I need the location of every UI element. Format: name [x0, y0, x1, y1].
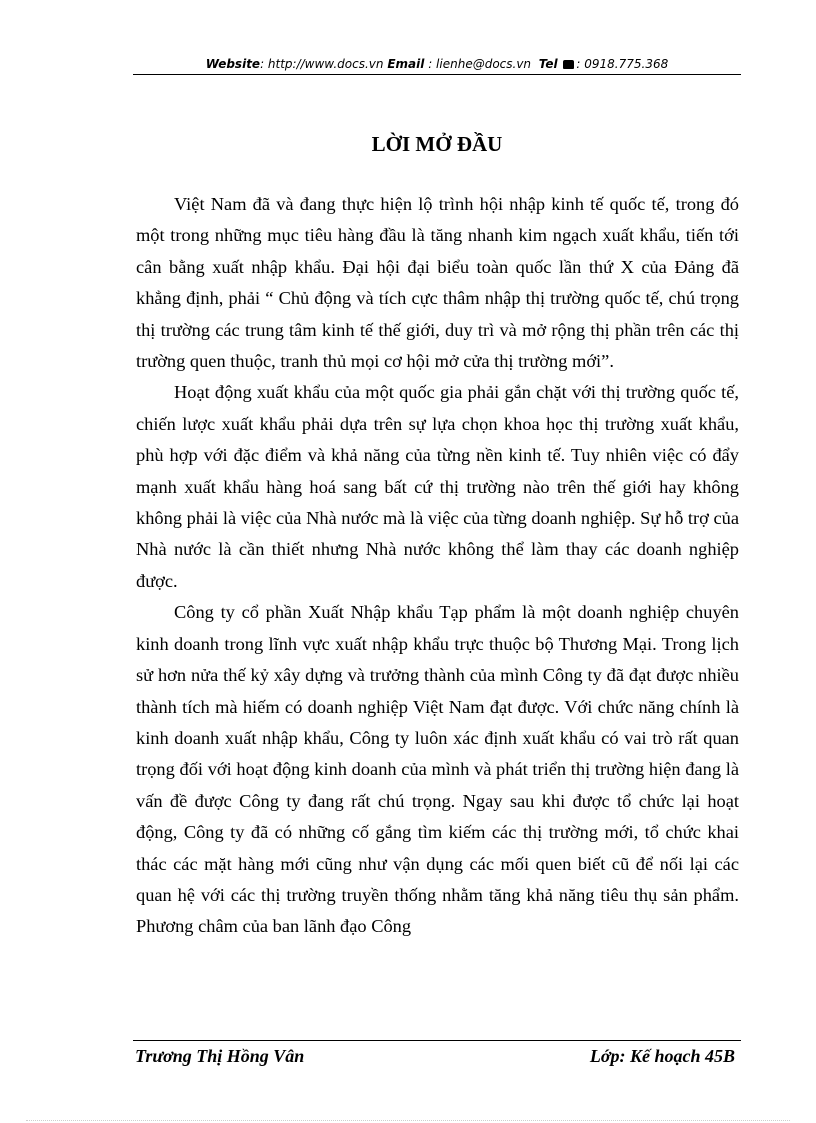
page-edge	[26, 1120, 790, 1121]
telephone-icon	[563, 60, 574, 69]
paragraph: Hoạt động xuất khẩu của một quốc gia phải gắn chặt với thị trường quốc tế, chiến lược xuất khẩu phải dựa trên sự lựa chọn khoa học thị trường xuất khẩu, phù hợp với đặc điểm và khả năng của từng nền kinh tế. Tuy nhiên việc có đẩy mạnh xuất khẩu hàng hoá sang bất cứ thị trường nào trên thế giới hay không không phải là việc của Nhà nước mà là việc của từng doanh nghiệp. Sự hỗ trợ của Nhà nước là cần thiết nhưng Nhà nước không thể làm thay các doanh nghiệp được.	[136, 382, 739, 591]
page-header	[133, 56, 741, 72]
footer-author: Trương Thị Hồng Vân	[135, 1046, 305, 1066]
tel-label: Tel	[538, 57, 558, 71]
website-value: : http://www.docs.vn	[260, 57, 384, 71]
header-divider	[133, 74, 741, 75]
paragraph: Công ty cổ phần Xuất Nhập khẩu Tạp phẩm là một doanh nghiệp chuyên kinh doanh trong lĩnh vực xuất nhập khẩu trực thuộc bộ Thương Mại. Trong lịch sử hơn nửa thế kỷ xây dựng và trưởng thành của mình Công ty đã đạt được nhiều thành tích mà hiếm có doanh nghiệp Việt Nam đạt được. Với chức năng chính là kinh doanh xuất nhập khẩu, Công ty luôn xác định xuất khẩu có vai trò rất quan trọng đối với hoạt động kinh doanh của mình và phát triển thị trường hiện đang là vấn đề được Công ty đang rất chú trọng. Ngay sau khi được tổ chức lại hoạt động, Công ty đã có những cố gắng tìm kiếm các thị trường mới, tổ chức khai thác các mặt hàng mới cũng như vận dụng các mối quen biết cũ để nối lại các quan hệ với các thị trường truyền thống nhằm tăng khả năng tiêu thụ sản phẩm. Phương châm của ban lãnh đạo Công	[136, 602, 739, 937]
tel-value: : 0918.775.368	[576, 57, 669, 71]
paragraph: Việt Nam đã và đang thực hiện lộ trình hội nhập kinh tế quốc tế, trong đó một trong những mục tiêu hàng đầu là tăng nhanh kim ngạch xuất khẩu, tiến tới cân bằng xuất nhập khẩu. Đại hội đại biểu toàn quốc lần thứ X của Đảng đã khẳng định, phải “ Chủ động và tích cực thâm nhập thị trường quốc tế, chú trọng thị trường các trung tâm kinh tế thế giới, duy trì và mở rộng thị phần trên các thị trường quen thuộc, tranh thủ mọi cơ hội mở cửa thị trường mới”.	[136, 194, 739, 372]
email-value: : lienhe@docs.vn	[428, 57, 532, 71]
website-label: Website	[205, 57, 261, 71]
footer-divider	[133, 1040, 741, 1041]
footer-class: Lớp: Kế hoạch 45B	[589, 1046, 735, 1066]
email-label: Email	[387, 57, 425, 71]
page-title: LỜI MỞ ĐẦU	[371, 132, 503, 156]
document-body	[136, 189, 739, 943]
